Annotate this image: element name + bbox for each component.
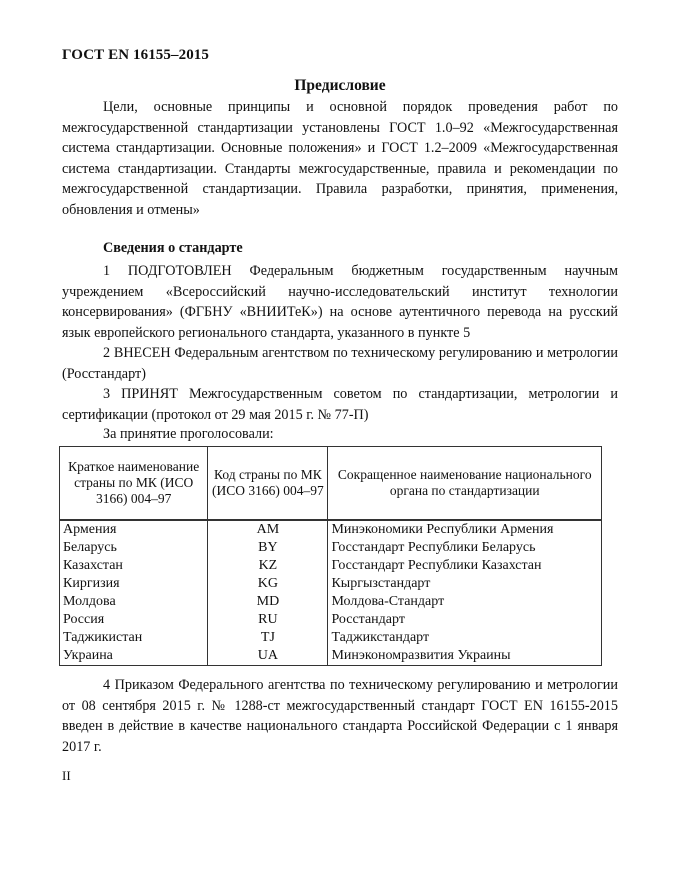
cell-body: Таджикстандарт [328, 629, 602, 647]
cell-country: Молдова [60, 593, 208, 611]
header-country: Краткое наименование страны по МК (ИСО 3166) 004–97 [60, 447, 208, 521]
item-adopted: 3 ПРИНЯТ Межгосударственным советом по стандартизации, метрологии и сертификации (протокол от 29 мая 2015 г. № 77-П) [62, 386, 618, 423]
section-heading: Сведения о стандарте [103, 240, 243, 256]
cell-country: Киргизия [60, 575, 208, 593]
cell-code: KZ [208, 557, 328, 575]
cell-code: RU [208, 611, 328, 629]
cell-code: TJ [208, 629, 328, 647]
cell-country: Таджикистан [60, 629, 208, 647]
cell-country: Украина [60, 647, 208, 666]
cell-body: Минэкономразвития Украины [328, 647, 602, 666]
table-header-row [60, 447, 602, 521]
cell-body: Госстандарт Республики Беларусь [328, 539, 602, 557]
header-body: Сокращенное наименование национального органа по стандартизации [328, 447, 602, 521]
cell-body: Госстандарт Республики Казахстан [328, 557, 602, 575]
document-code: ГОСТ EN 16155–2015 [62, 47, 209, 63]
cell-country: Беларусь [60, 539, 208, 557]
cell-country: Россия [60, 611, 208, 629]
cell-body: Минэкономики Республики Армения [328, 520, 602, 539]
table-row [60, 647, 602, 666]
table-row [60, 575, 602, 593]
table-row [60, 593, 602, 611]
cell-code: KG [208, 575, 328, 593]
item-enacted: 4 Приказом Федерального агентства по техническому регулированию и метрологии от 08 сентября 2015 г. № 1288-ст межгосударственный стандарт ГОСТ EN 16155-2015 введен в действие в качестве национального стандарта Российской Федерации с 1 января 2017 г. [62, 677, 618, 755]
table-row [60, 539, 602, 557]
item-prepared: 1 ПОДГОТОВЛЕН Федеральным бюджетным государственным научным учреждением «Всероссийский научно-исследовательский институт технологии консервирования» (ФГБНУ «ВНИИТеК») на основе аутентичного перевода на русский язык европейского регионального стандарта, указанного в пункте 5 [62, 263, 618, 341]
table-row [60, 629, 602, 647]
cell-country: Казахстан [60, 557, 208, 575]
table-row [60, 557, 602, 575]
item-submitted: 2 ВНЕСЕН Федеральным агентством по техническому регулированию и метрологии (Росстандарт) [62, 345, 618, 382]
cell-body: Росстандарт [328, 611, 602, 629]
cell-body: Кыргызстандарт [328, 575, 602, 593]
cell-body: Молдова-Стандарт [328, 593, 602, 611]
header-code: Код страны по МК (ИСО 3166) 004–97 [208, 447, 328, 521]
cell-code: AM [208, 520, 328, 539]
table-row [60, 520, 602, 539]
intro-paragraph: Цели, основные принципы и основной порядок проведения работ по межгосударственной стандартизации установлены ГОСТ 1.0–92 «Межгосударственная система стандартизации. Основные положения» и ГОСТ 1.2–2009 «Межгосударственная система стандартизации. Стандарты межгосударственные, правила и рекомендации по межгосударственной стандартизации. Правила разработки, принятия, применения, обновления и отмены» [62, 99, 618, 218]
cell-code: BY [208, 539, 328, 557]
cell-code: MD [208, 593, 328, 611]
cell-code: UA [208, 647, 328, 666]
voting-table [59, 446, 602, 666]
page-title: Предисловие [294, 77, 386, 94]
cell-country: Армения [60, 520, 208, 539]
voted-label: За принятие проголосовали: [103, 426, 274, 442]
table-row [60, 611, 602, 629]
page-number: II [62, 768, 71, 783]
